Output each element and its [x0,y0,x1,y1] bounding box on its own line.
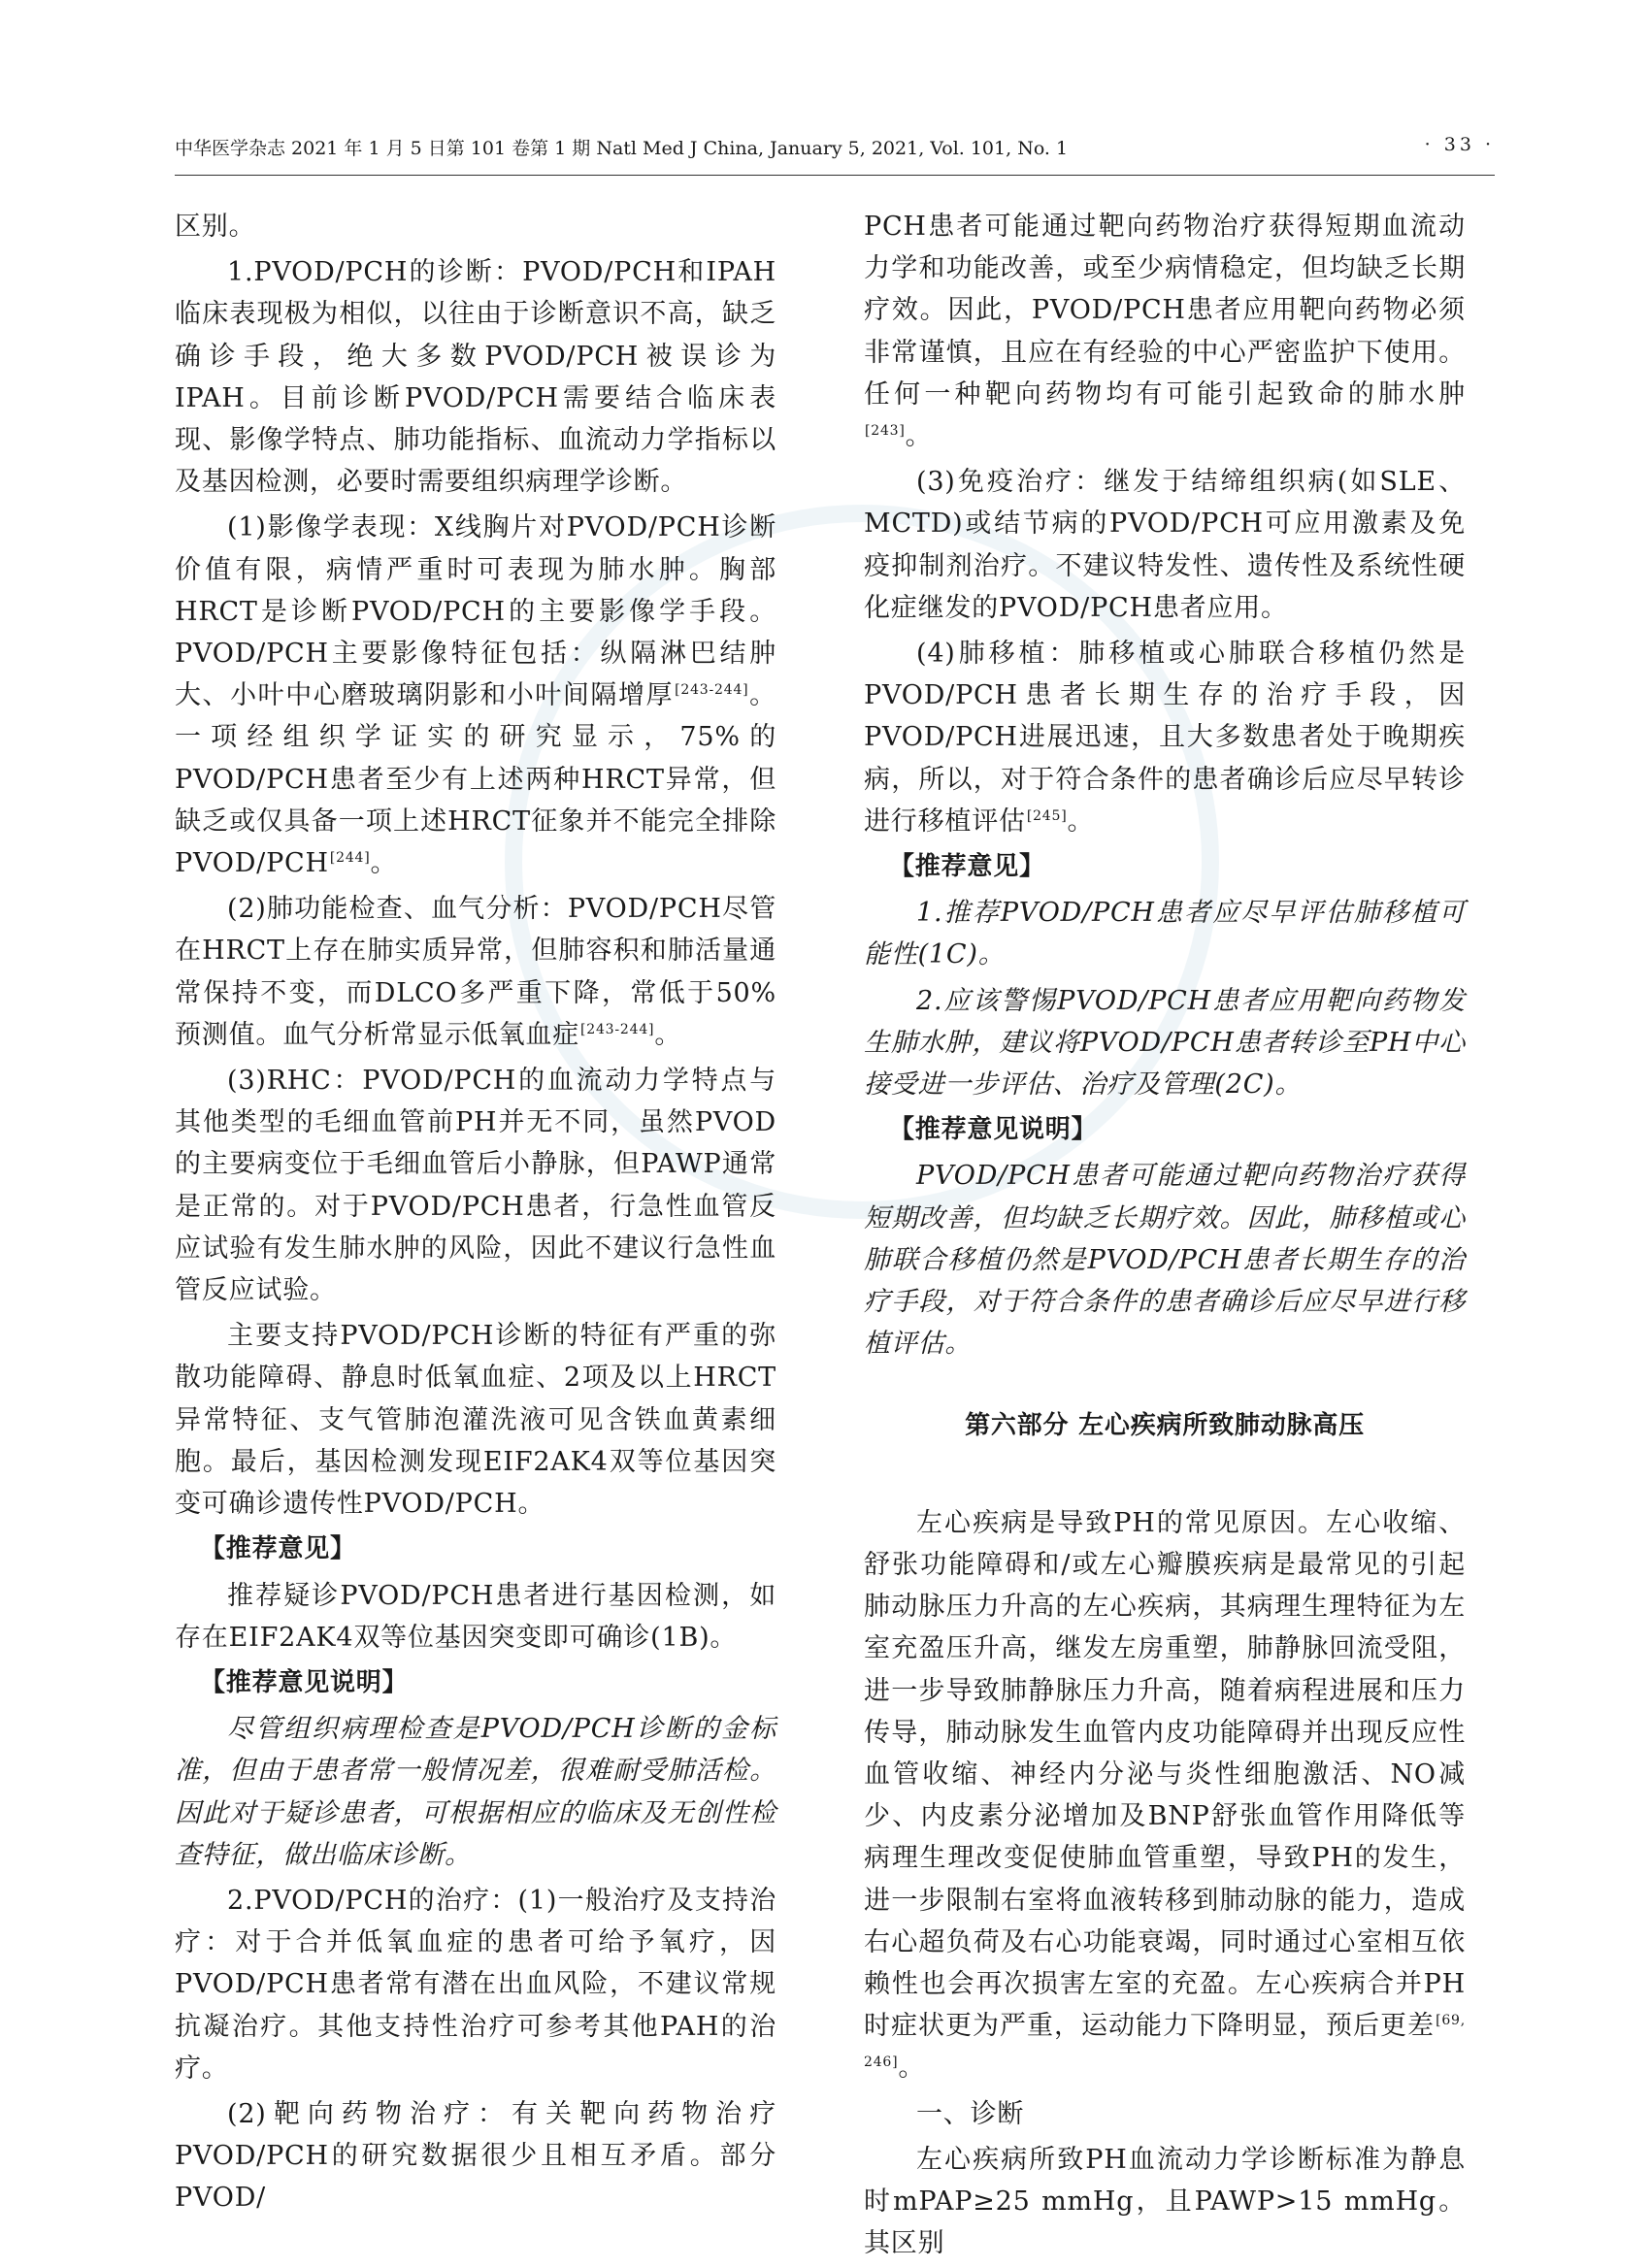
recommendation-note-heading: 【推荐意见说明】 [200,1667,409,1697]
recommendation-note-heading: 【推荐意见说明】 [889,1115,1098,1145]
paragraph: 左心疾病所致PH血流动力学诊断标准为静息时mPAP≥25 mmHg，且PAWP>15 mmHg。其区别 [864,2144,1466,2259]
paragraph [175,888,776,1056]
citation: [243] [865,423,906,440]
paragraph [864,1502,1466,2089]
text-span: 。 [370,848,398,879]
paragraph [864,633,1466,842]
paragraph: 1.推荐PVOD/PCH患者应尽早评估肺移植可能性(1C)。 [864,898,1466,970]
paragraph: 1.PVOD/PCH的诊断：PVOD/PCH和IPAH临床表现极为相似，以往由于诊断意识不高，缺乏确诊手段，绝大多数PVOD/PCH被误诊为IPAH。目前诊断PVOD/PCH需要结合临床表现、影像学特点、肺功能指标、血流动力学指标以及基因检测，必要时需要组织病理学诊断。 [175,257,776,498]
paragraph: 尽管组织病理检查是PVOD/PCH诊断的金标准，但由于患者常一般情况差，很难耐受肺活检。因此对于疑诊患者，可根据相应的临床及无创性检查特征，做出临床诊断。 [175,1714,776,1870]
header-rule [175,175,1495,176]
paragraph: (3)RHC：PVOD/PCH的血流动力学特点与其他类型的毛细血管前PH并无不同，虽然PVOD的主要病变位于毛细血管后小静脉，但PAWP通常是正常的。对于PVOD/PCH患者，行急性血管反应试验有发生肺水肿的风险，因此不建议行急性血管反应试验。 [175,1066,776,1306]
section-title: 第六部分 左心疾病所致肺动脉高压 [965,1411,1365,1441]
paragraph: 主要支持PVOD/PCH诊断的特征有严重的弥散功能障碍、静息时低氧血症、2项及以上HRCT异常特征、支气管肺泡灌洗液可见含铁血黄素细胞。最后，基因检测发现EIF2AK4双等位基因突变可确诊遗传性PVOD/PCH。 [175,1321,776,1520]
citation: [245] [1026,807,1068,824]
citation: [69, 246] [864,2013,1466,2071]
paragraph [864,206,1466,457]
text-span: (1)影像学表现：X线胸片对PVOD/PCH诊断价值有限，病情严重时可表现为肺水肿。胸部HRCT是诊断PVOD/PCH的主要影像学手段。PVOD/PCH主要影像特征包括：纵隔淋巴结肿大、小叶中心磨玻璃阴影和小叶间隔增厚 [175,512,776,711]
text-span: 。 [1067,805,1095,837]
paragraph: (3)免疫治疗：继发于结缔组织病(如SLE、MCTD)或结节病的PVOD/PCH可应用激素及免疫抑制剂治疗。不建议特发性、遗传性及系统性硬化症继发的PVOD/PCH患者应用。 [864,467,1466,623]
subsection-heading: 一、诊断 [916,2098,1025,2129]
paragraph: 区别。 [175,212,256,242]
recommendation-heading: 【推荐意见】 [889,852,1045,882]
right-column [864,206,1466,2268]
paragraph: 2.应该警惕PVOD/PCH患者应用靶向药物发生肺水肿，建议将PVOD/PCH患者转诊至PH中心接受进一步评估、治疗及管理(2C)。 [864,985,1466,1101]
page-number: · 33 · [1424,134,1495,155]
text-span: PCH患者可能通过靶向药物治疗获得短期血流动力学和功能改善，或至少病情稳定，但均缺乏长期疗效。因此，PVOD/PCH患者应用靶向药物必须非常谨慎，且应在有经验的中心严密监护下使用。任何一种靶向药物均有可能引起致命的肺水肿 [864,212,1466,410]
running-header [175,134,1495,167]
text-span: (2)肺功能检查、血气分析：PVOD/PCH尽管在HRCT上存在肺实质异常，但肺容积和肺活量通常保持不变，而DLCO多严重下降，常低于50%预测值。血气分析常显示低氧血症 [175,894,776,1050]
citation: [244] [329,850,371,867]
text-span: 。 [654,1019,682,1050]
citation: [243-244] [675,682,749,699]
text-span: 。 [905,421,933,452]
paragraph: (2)靶向药物治疗：有关靶向药物治疗PVOD/PCH的研究数据很少且相互矛盾。部分PVOD/ [175,2098,776,2214]
text-span: 。 [898,2053,926,2084]
paragraph: 推荐疑诊PVOD/PCH患者进行基因检测，如存在EIF2AK4双等位基因突变即可确诊(1B)。 [175,1580,776,1653]
paragraph: PVOD/PCH患者可能通过靶向药物治疗获得短期改善，但均缺乏长期疗效。因此，肺移植或心肺联合移植仍然是PVOD/PCH患者长期生存的治疗手段，对于符合条件的患者确诊后应尽早进行移植评估。 [864,1161,1466,1360]
paragraph [175,507,776,884]
text-span: 左心疾病是导致PH的常见原因。左心收缩、舒张功能障碍和/或左心瓣膜疾病是最常见的引起肺动脉压力升高的左心疾病，其病理生理特征为左室充盈压升高，继发左房重塑，肺静脉回流受阻，进一步导致肺静脉压力升高，随着病程进展和压力传导，肺动脉发生血管内皮功能障碍并出现反应性血管收缩、神经内分泌与炎性细胞激活、NO减少、内皮素分泌增加及BNP舒张血管作用降低等病理生理改变促使肺血管重塑，导致PH的发生，进一步限制右室将血液转移到肺动脉的能力，造成右心超负荷及右心功能衰竭，同时通过心室相互依赖性也会再次损害左室的充盈。左心疾病合并PH时症状更为严重，运动能力下降明显，预后更差 [864,1507,1466,2042]
journal-citation: 中华医学杂志 2021 年 1 月 5 日第 101 卷第 1 期 Natl Med J China, January 5, 2021, Vol. 101, No. 1 [175,138,1069,159]
recommendation-heading: 【推荐意见】 [200,1534,356,1564]
citation: [243-244] [580,1021,655,1037]
left-column [175,206,776,2223]
text-span: (4)肺移植：肺移植或心肺联合移植仍然是PVOD/PCH患者长期生存的治疗手段，因PVOD/PCH进展迅速，且大多数患者处于晚期疾病，所以，对于符合条件的患者确诊后应尽早转诊进行移植评估 [864,639,1466,837]
paragraph: 2.PVOD/PCH的治疗：(1)一般治疗及支持治疗：对于合并低氧血症的患者可给予氧疗，因PVOD/PCH患者常有潜在出血风险，不建议常规抗凝治疗。其他支持性治疗可参考其他PAH的治疗。 [175,1885,776,2084]
text-span: 。一项经组织学证实的研究显示，75%的PVOD/PCH患者至少有上述两种HRCT异常，但缺乏或仅具备一项上述HRCT征象并不能完全排除PVOD/PCH [175,680,776,879]
